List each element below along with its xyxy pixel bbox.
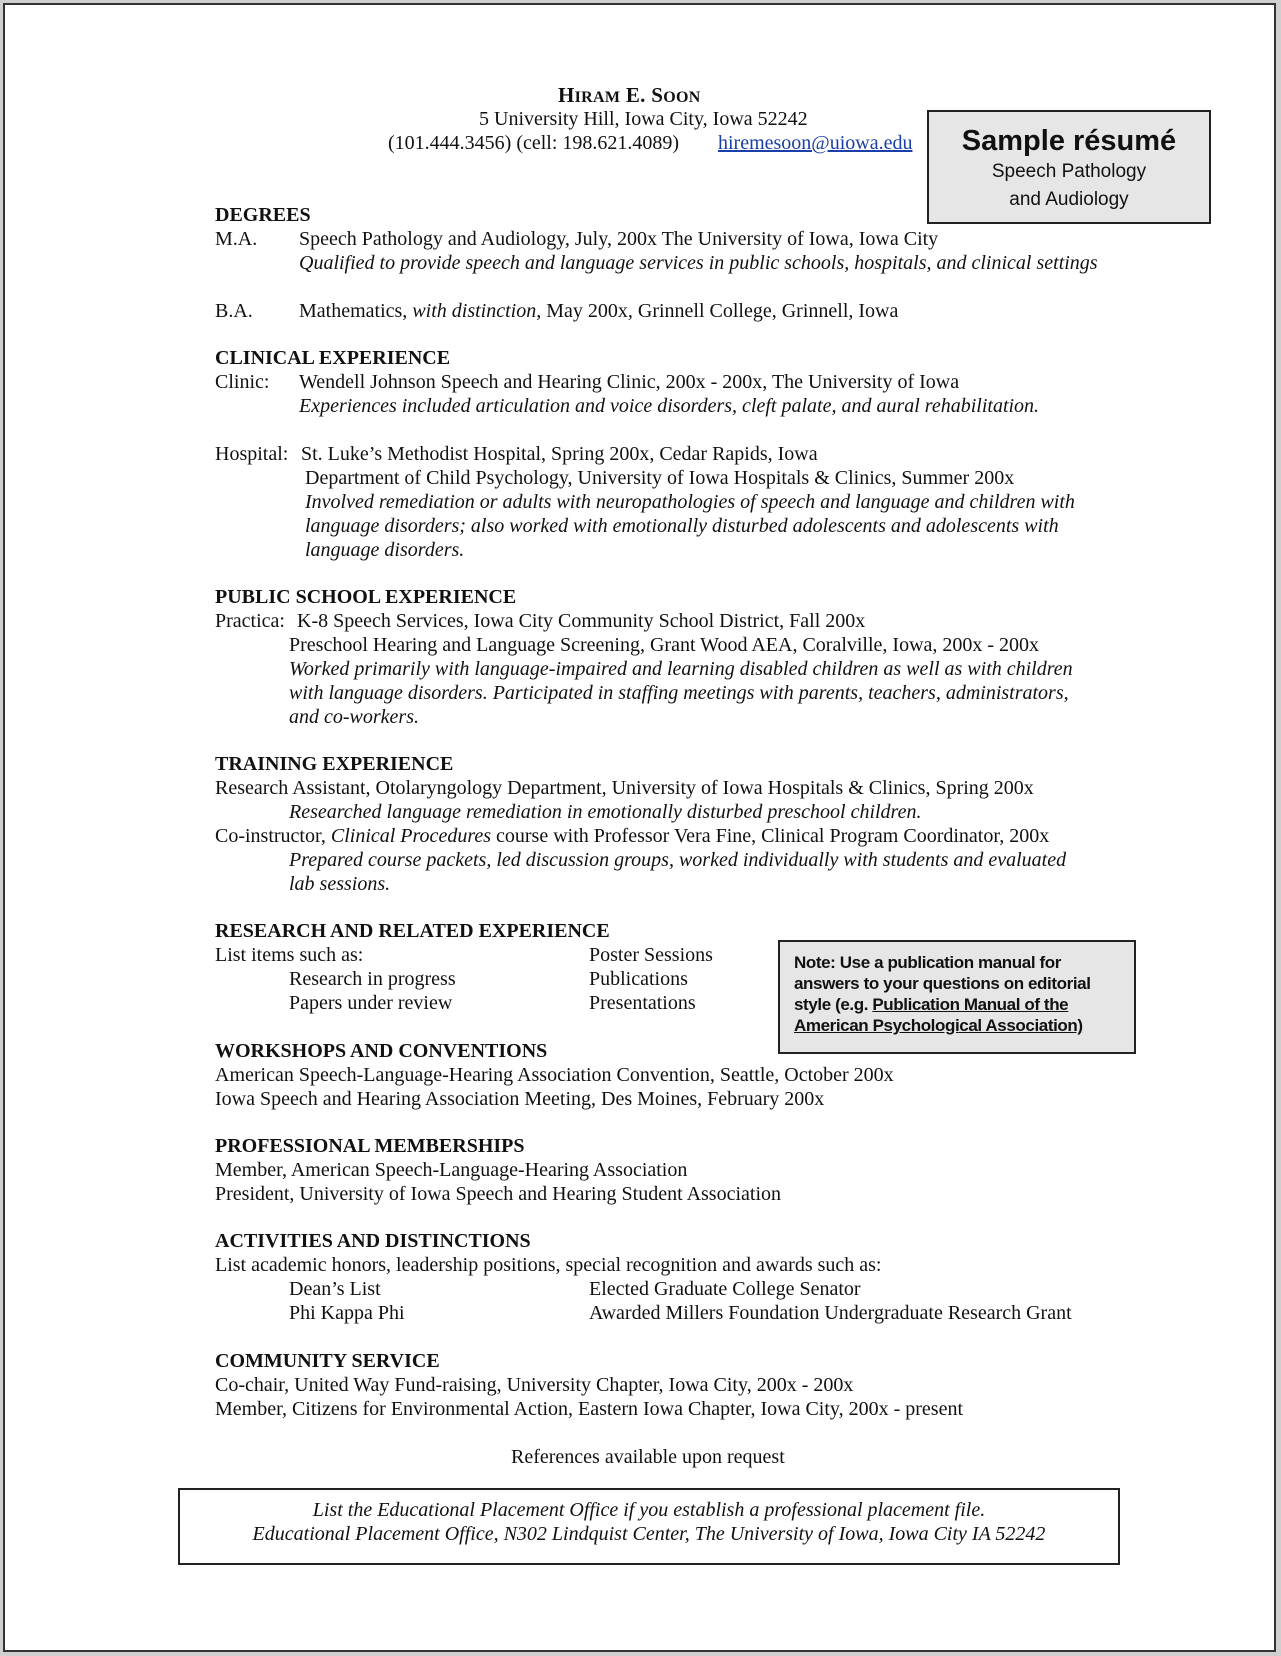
activity-item: Dean’s List bbox=[289, 1278, 381, 1300]
practica-note-3: and co-workers. bbox=[289, 706, 419, 728]
activities-intro: List academic honors, leadership positions, special recognition and awards such as: bbox=[215, 1254, 882, 1276]
membership-item: President, University of Iowa Speech and Hearing Student Association bbox=[215, 1183, 781, 1205]
ma-degree-note: Qualified to provide speech and language services in public schools, hospitals, and clinical settings bbox=[299, 252, 1098, 274]
workshop-item: Iowa Speech and Hearing Association Meeting, Des Moines, February 200x bbox=[215, 1088, 825, 1110]
sample-title: Sample résumé bbox=[961, 125, 1177, 157]
hospital-line-2: Department of Child Psychology, University of Iowa Hospitals & Clinics, Summer 200x bbox=[305, 467, 1015, 489]
publication-manual-link[interactable]: Publication Manual of the bbox=[872, 995, 1069, 1014]
training-note-2a: Prepared course packets, led discussion groups, worked individually with students and evaluated bbox=[289, 849, 1067, 871]
practica-line-2: Preschool Hearing and Language Screening, Grant Wood AEA, Coralville, Iowa, 200x - 200x bbox=[289, 634, 1040, 656]
section-heading-memberships: PROFESSIONAL MEMBERSHIPS bbox=[215, 1135, 525, 1157]
hospital-label: Hospital: bbox=[215, 443, 289, 465]
placement-office-box bbox=[178, 1488, 1120, 1565]
community-item: Co-chair, United Way Fund-raising, University Chapter, Iowa City, 200x - 200x bbox=[215, 1374, 854, 1396]
footer-line-2: Educational Placement Office, N302 Lindquist Center, The University of Iowa, Iowa City IA 52242 bbox=[252, 1523, 1046, 1545]
workshop-item: American Speech-Language-Hearing Association Convention, Seattle, October 200x bbox=[215, 1064, 894, 1086]
clinic-note: Experiences included articulation and voice disorders, cleft palate, and aural rehabilitation. bbox=[299, 395, 1040, 417]
practica-note-1: Worked primarily with language-impaired and learning disabled children as well as with children bbox=[289, 658, 1073, 680]
section-heading-workshops: WORKSHOPS AND CONVENTIONS bbox=[215, 1040, 548, 1062]
clinic-label: Clinic: bbox=[215, 371, 270, 393]
research-item: Research in progress bbox=[289, 968, 456, 990]
research-item: Poster Sessions bbox=[589, 944, 713, 966]
section-heading-public-school: PUBLIC SCHOOL EXPERIENCE bbox=[215, 586, 517, 608]
section-heading-research: RESEARCH AND RELATED EXPERIENCE bbox=[215, 920, 610, 942]
ma-label: M.A. bbox=[215, 228, 258, 250]
note-line-1: Note: Use a publication manual for bbox=[794, 953, 1061, 972]
practica-note-2: with language disorders. Participated in staffing meetings with parents, teachers, administrators, bbox=[289, 682, 1069, 704]
membership-item: Member, American Speech-Language-Hearing Association bbox=[215, 1159, 688, 1181]
ba-degree-line: Mathematics, with distinction, May 200x, Grinnell College, Grinnell, Iowa bbox=[299, 300, 899, 322]
training-line-1: Research Assistant, Otolaryngology Department, University of Iowa Hospitals & Clinics, Spring 200x bbox=[215, 777, 1034, 799]
sample-subtitle-line2: and Audiology bbox=[1009, 189, 1129, 210]
activity-item: Phi Kappa Phi bbox=[289, 1302, 405, 1324]
references-line: References available upon request bbox=[511, 1446, 785, 1468]
community-item: Member, Citizens for Environmental Action, Eastern Iowa Chapter, Iowa City, 200x - present bbox=[215, 1398, 964, 1420]
sample-resume-box bbox=[927, 110, 1211, 224]
resume-page bbox=[3, 3, 1276, 1652]
address: 5 University Hill, Iowa City, Iowa 52242 bbox=[479, 108, 808, 130]
practica-line-1: K-8 Speech Services, Iowa City Community School District, Fall 200x bbox=[297, 610, 866, 632]
note-line-2: answers to your questions on editorial bbox=[794, 974, 1091, 993]
research-intro: List items such as: bbox=[215, 944, 364, 966]
hospital-note-2: language disorders; also worked with emotionally disturbed adolescents and adolescents with bbox=[305, 515, 1059, 537]
hospital-line-1: St. Luke’s Methodist Hospital, Spring 200x, Cedar Rapids, Iowa bbox=[301, 443, 818, 465]
ba-label: B.A. bbox=[215, 300, 253, 322]
phone-numbers: (101.444.3456) (cell: 198.621.4089) bbox=[388, 132, 680, 154]
section-heading-training: TRAINING EXPERIENCE bbox=[215, 753, 454, 775]
email-link[interactable]: hiremesoon@uiowa.edu bbox=[718, 132, 913, 154]
research-item: Papers under review bbox=[289, 992, 453, 1014]
clinic-line: Wendell Johnson Speech and Hearing Clinic, 200x - 200x, The University of Iowa bbox=[299, 371, 960, 393]
hospital-note-3: language disorders. bbox=[305, 539, 465, 561]
publication-note-box bbox=[778, 940, 1136, 1054]
section-heading-activities: ACTIVITIES AND DISTINCTIONS bbox=[215, 1230, 531, 1252]
applicant-name: HIRAM E. SOON bbox=[558, 83, 701, 107]
research-item: Publications bbox=[589, 968, 688, 990]
hospital-note-1: Involved remediation or adults with neuropathologies of speech and language and children with bbox=[305, 491, 1075, 513]
section-heading-degrees: DEGREES bbox=[215, 204, 311, 226]
research-item: Presentations bbox=[589, 992, 696, 1014]
practica-label: Practica: bbox=[215, 610, 285, 632]
note-line-3: style (e.g. Publication Manual of the bbox=[794, 995, 1069, 1014]
sample-subtitle-line1: Speech Pathology bbox=[991, 161, 1147, 182]
training-note-2b: lab sessions. bbox=[289, 873, 391, 895]
ma-degree-line: Speech Pathology and Audiology, July, 200x The University of Iowa, Iowa City bbox=[299, 228, 939, 250]
activity-item: Awarded Millers Foundation Undergraduate Research Grant bbox=[589, 1302, 1072, 1324]
publication-manual-link-cont[interactable]: American Psychological Association) bbox=[794, 1016, 1083, 1035]
training-note-1: Researched language remediation in emotionally disturbed preschool children. bbox=[289, 801, 922, 823]
section-heading-clinical: CLINICAL EXPERIENCE bbox=[215, 347, 451, 369]
activity-item: Elected Graduate College Senator bbox=[589, 1278, 861, 1300]
training-line-2: Co-instructor, Clinical Procedures course with Professor Vera Fine, Clinical Program Coordinator, 200x bbox=[215, 825, 1050, 847]
footer-line-1: List the Educational Placement Office if you establish a professional placement file. bbox=[312, 1499, 986, 1521]
section-heading-community: COMMUNITY SERVICE bbox=[215, 1350, 440, 1372]
